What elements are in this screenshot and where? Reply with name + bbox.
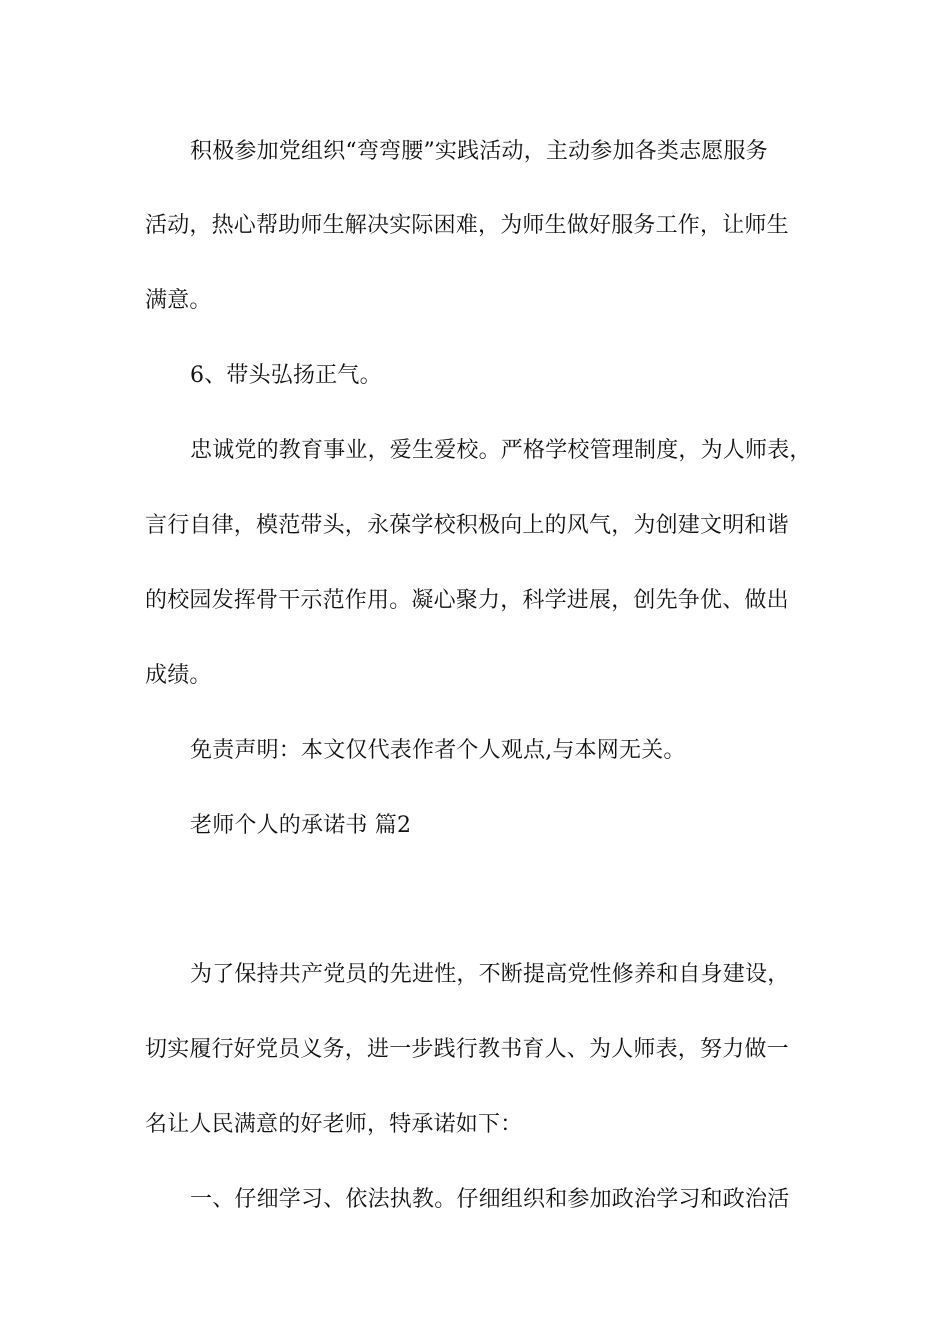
paragraph-line: 名让人民满意的好老师，特承诺如下： xyxy=(145,1112,523,1137)
disclaimer: 免责声明：本文仅代表作者个人观点,与本网无关。 xyxy=(190,738,686,763)
paragraph-line: 言行自律，模范带头，永葆学校积极向上的风气，为创建文明和谐 xyxy=(145,513,789,538)
paragraph-line: 满意。 xyxy=(145,288,212,313)
paragraph-line: 成绩。 xyxy=(145,663,212,688)
paragraph-line: 切实履行好党员义务，进一步践行教书育人、为人师表，努力做一 xyxy=(145,1037,789,1062)
paragraph-line: 忠诚党的教育事业，爱生爱校。严格学校管理制度，为人师表， xyxy=(190,438,812,463)
paragraph-line: 一、仔细学习、依法执教。仔细组织和参加政治学习和政治活 xyxy=(190,1187,790,1212)
paragraph-line: 为了保持共产党员的先进性，不断提高党性修养和自身建设， xyxy=(190,962,790,987)
paragraph-line: 活动，热心帮助师生解决实际困难，为师生做好服务工作，让师生 xyxy=(145,213,789,238)
article-title: 老师个人的承诺书 篇2 xyxy=(190,813,412,838)
section-heading: 6、带头弘扬正气。 xyxy=(190,363,382,388)
paragraph-line: 的校园发挥骨干示范作用。凝心聚力，科学进展，创先争优、做出 xyxy=(145,588,789,613)
paragraph-line: 积极参加党组织“弯弯腰”实践活动，主动参加各类志愿服务 xyxy=(190,139,768,164)
